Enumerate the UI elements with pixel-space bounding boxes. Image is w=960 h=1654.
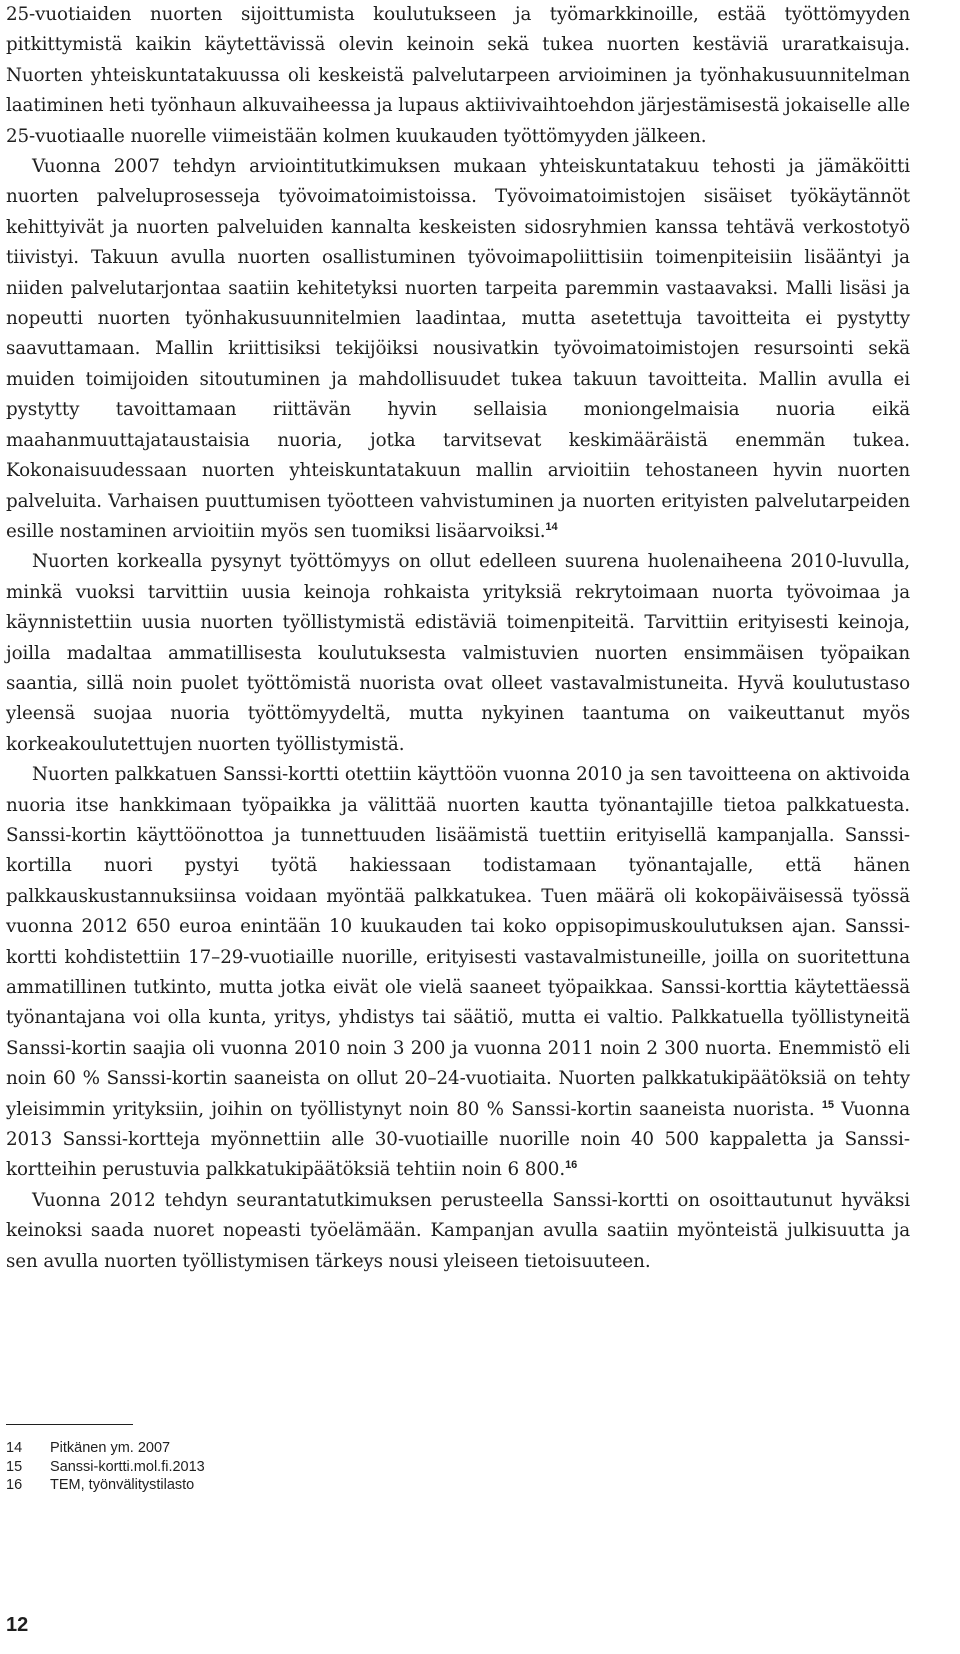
- footnote: [6, 1476, 205, 1495]
- paragraph-5: [6, 1186, 910, 1277]
- paragraph-1: [6, 0, 910, 152]
- paragraph-1-text: 25-vuotiaiden nuorten sijoittumista koulutukseen ja työmarkkinoille, estää työttömyyden pitkittymistä kaikin käytettävissä olevin keinoin sekä tukea nuorten kestäviä uraratkaisuja. Nuorten yhteiskuntatakuussa oli keskeistä palvelutarpeen arvioiminen ja työnhakusuunnitelman laatiminen heti työnhaun alkuvaiheessa ja lupaus aktiivivaihtoehdon järjestämisestä jokaiselle alle 25-vuotiaalle nuorelle viimeistään kolmen kuukauden työttömyyden jälkeen.: [6, 4, 910, 147]
- paragraph-2: [6, 152, 910, 547]
- paragraph-4-text-b: Vuonna 2013 Sanssi-kortteja myönnettiin alle 30-vuotiaille nuorille noin 40 500 kappaletta ja Sanssikortteihin perustuvia palkkatukipäätöksiä tehtiin noin 6 800.: [6, 1098, 910, 1181]
- paragraph-4-text-a: Nuorten palkkatuen Sanssi-kortti otettiin käyttöön vuonna 2010 ja sen tavoitteena on aktivoida nuoria itse hankkimaan työpaikka ja välittää nuorten kautta työnantajille tietoa palkkatuesta. Sanssi-kortin käyttöönottoa ja tunnettuuden lisäämistä tuettiin erityisellä kampanjalla. Sanssi-kortilla nuori pystyi työtä hakiessaan todistamaan työnantajalle, että hänen palkkauskustannuksiinsa voidaan myöntää palkkatukea. Tuen määrä oli kokopäiväisessä työssä vuonna 2012 650 euroa enintään 10 kuukauden tai koko oppisopimuskoulutuksen ajan. Sanssi-kortti kohdistettiin 17–29-vuotiaille nuorille, erityisesti vastavalmistuneille, joilla on suoritettuna ammatillinen tutkinto, mutta jotka eivät ole vielä saaneet työpaikkaa. Sanssi-korttia käytettäessä työnantajana voi olla kunta, yritys, yhdistys tai säätiö, mutta ei valtio. Palkkatuella työllistyneitä Sanssi-kortin saajia oli vuonna 2010 noin 3 200 ja vuonna 2011 noin 2 300 nuorta. Enemmistö eli noin 60 % Sanssi-kortin saaneista on ollut 20–24-vuotiaita. Nuorten palkkatukipäätöksiä on tehty yleisimmin yrityksiin, joihin on työllistynyt noin 80 % Sanssi-kortin saaneista nuorista.: [6, 764, 910, 1120]
- footnote-text: TEM, työnvälitystilasto: [50, 1477, 195, 1493]
- footnote-text: Pitkänen ym. 2007: [50, 1440, 171, 1456]
- footnote-number: 16: [6, 1477, 23, 1493]
- footnote-number: 14: [6, 1440, 23, 1456]
- paragraph-3-text: Nuorten korkealla pysynyt työttömyys on ollut edelleen suurena huolenaiheena 2010-luvulla, minkä vuoksi tarvittiin uusia keinoja rohkaista yrityksiä rekrytoimaan nuorta työvoimaa ja käynnistettiin uusia nuorten työllistymistä edistäviä toimenpiteitä. Tarvittiin erityisesti keinoja, joilla madaltaa ammatillisesta koulutuksesta valmistuvien nuorten ensimmäisen työpaikan saantia, sillä noin puolet työttömistä nuorista ovat olleet vastavalmistuneita. Hyvä koulutustaso yleensä suojaa nuoria työttömyydeltä, mutta nykyinen taantuma on vaikeuttanut myös korkeakoulutettujen nuorten työllistymistä.: [6, 551, 910, 755]
- page-number: 12: [6, 1614, 29, 1636]
- footnote-text: Sanssi-kortti.mol.fi.2013: [50, 1458, 205, 1475]
- footnote-ref-15[interactable]: 15: [821, 1098, 834, 1111]
- footnote-ref-14[interactable]: 14: [545, 520, 558, 533]
- footnotes: [6, 1439, 205, 1495]
- footnote-ref-16[interactable]: 16: [565, 1159, 578, 1172]
- paragraph-3: [6, 547, 910, 760]
- footnote: [6, 1439, 205, 1458]
- footnote-divider: [6, 1424, 133, 1425]
- body-text: [6, 0, 910, 1277]
- paragraph-2-text: Vuonna 2007 tehdyn arviointitutkimuksen mukaan yhteiskuntatakuu tehosti ja jämäköitti nuorten palveluprosesseja työvoimatoimistoissa. Työvoimatoimistojen sisäiset työkäytännöt kehittyivät ja nuorten palveluiden kannalta keskeisten sidosryhmien kanssa tehtävä verkostotyö tiivistyi. Takuun avulla nuorten osallistuminen työvoimapoliittisiin toimenpiteisiin lisääntyi ja niiden palvelutarjontaa saatiin kehitetyksi nuorten tarpeita paremmin vastaavaksi. Malli lisäsi ja nopeutti nuorten työnhakusuunnitelmien laadintaa, mutta asetettuja tavoitteita ei pystytty saavuttamaan. Mallin kriittisiksi tekijöiksi nousivatkin työvoimatoimistojen resursointi sekä muiden toimijoiden sitoutuminen ja mahdollisuudet tukea takuun tavoitteita. Mallin avulla ei pystytty tavoittamaan riittävän hyvin sellaisia moniongelmaisia nuoria eikä maahanmuuttajataustaisia nuoria, jotka tarvitsevat keskimääräistä enemmän tukea. Kokonaisuudessaan nuorten yhteiskuntatakuun mallin arvioitiin tehostaneen hyvin nuorten palveluita. Varhaisen puuttumisen työotteen vahvistuminen ja nuorten erityisten palvelutarpeiden esille nostaminen arvioitiin myös sen tuomiksi lisäarvoiksi.: [6, 156, 910, 542]
- footnote-number: 15: [6, 1458, 23, 1475]
- footnote: [6, 1458, 205, 1477]
- paragraph-4: [6, 760, 910, 1186]
- paragraph-5-text: Vuonna 2012 tehdyn seurantatutkimuksen perusteella Sanssi-kortti on osoittautunut hyväksi keinoksi saada nuoret nopeasti työelämään. Kampanjan avulla saatiin myönteistä julkisuutta ja sen avulla nuorten työllistymisen tärkeys nousi yleiseen tietoisuuteen.: [6, 1189, 910, 1272]
